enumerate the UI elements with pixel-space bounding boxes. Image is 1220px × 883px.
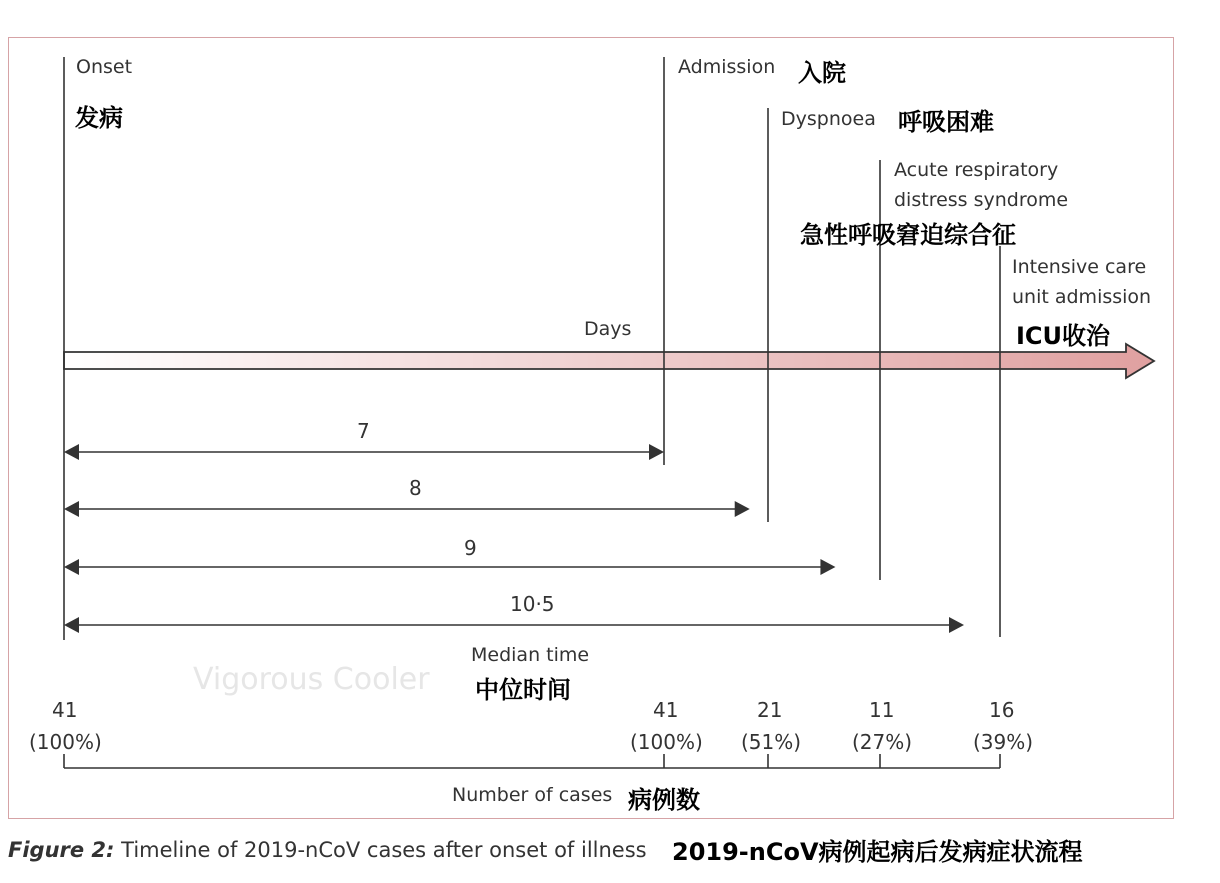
event-label-ards-line2: distress syndrome [894,189,1069,211]
case-count: 11 [869,698,895,722]
figure-caption-prefix: Figure 2: [8,838,115,862]
cases-axis [64,754,1000,768]
event-label-dyspnoea: Dyspnoea [781,108,876,130]
interval-arrowhead-right [735,501,750,517]
interval-label: 10·5 [510,592,555,616]
axis-label-days: Days [584,318,632,340]
event-label-dyspnoea-cn: 呼吸困难 [898,108,994,136]
case-count: 21 [757,698,783,722]
interval-arrowhead-right [949,617,964,633]
event-label-icu-cn: ICU收治 [1016,322,1111,350]
interval-arrow [64,501,750,517]
event-label-icu-line2: unit admission [1012,286,1152,308]
figure-caption-cn: 2019-nCoV病例起病后发病症状流程 [672,838,1083,866]
figure-caption [8,838,647,862]
interval-arrowhead-left [64,617,79,633]
interval-label: 8 [409,476,422,500]
case-count: 16 [989,698,1015,722]
case-count: 41 [653,698,679,722]
event-label-ards-cn: 急性呼吸窘迫综合征 [800,221,1016,249]
case-percent: (100%) [630,730,703,754]
case-percent: (27%) [852,730,913,754]
interval-arrowhead-left [64,444,79,460]
interval-arrowhead-right [649,444,664,460]
event-label-admission: Admission [678,56,776,78]
figure-caption-text: Timeline of 2019-nCoV cases after onset of illness [121,838,647,862]
event-label-admission-cn: 入院 [798,59,846,87]
event-lines [64,57,1000,640]
interval-label: 7 [357,419,370,443]
case-percent: (39%) [973,730,1034,754]
days-axis-arrow-shape [64,344,1154,378]
watermark: Vigorous Cooler [193,662,430,697]
event-label-ards-line1: Acute respiratory [894,159,1059,181]
cases-axis-label-cn: 病例数 [628,786,700,814]
interval-label: 9 [464,536,477,560]
median-time-label-cn: 中位时间 [475,676,571,704]
case-percent: (51%) [741,730,802,754]
event-label-icu-line1: Intensive care [1012,256,1147,278]
cases-axis-label: Number of cases [452,784,613,806]
interval-arrow [64,559,835,575]
days-axis-arrow [64,344,1154,378]
median-time-label: Median time [471,644,590,666]
interval-arrowhead-left [64,501,79,517]
interval-arrow [64,617,964,633]
case-percent: (100%) [29,730,102,754]
event-label-onset-cn: 发病 [75,104,123,132]
interval-arrow [64,444,664,460]
interval-arrowhead-right [820,559,835,575]
interval-arrowhead-left [64,559,79,575]
event-label-onset: Onset [76,56,133,78]
case-count: 41 [52,698,78,722]
